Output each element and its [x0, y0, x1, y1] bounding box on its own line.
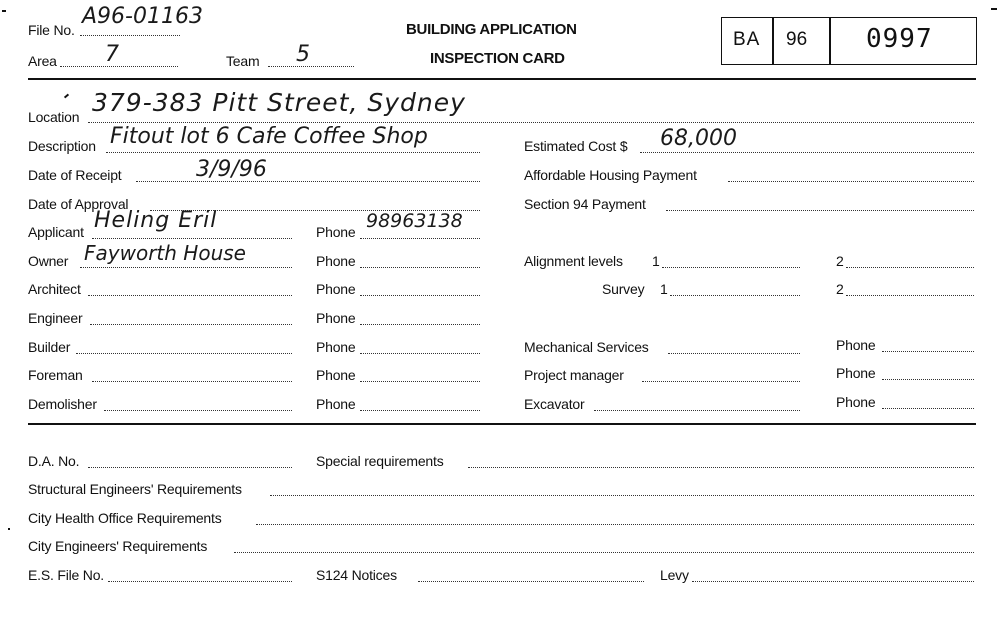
file-no-line: [80, 35, 180, 36]
ba-box-divider: [829, 18, 831, 64]
builder-label: Builder: [28, 339, 71, 355]
foreman-phone-label: Phone: [316, 367, 356, 383]
engineer-phone-label: Phone: [316, 310, 356, 326]
owner-line: [80, 267, 292, 268]
engineer-line: [90, 324, 292, 325]
location-label: Location: [28, 109, 80, 125]
demolisher-phone-label: Phone: [316, 396, 356, 412]
team-value: 5: [296, 42, 310, 67]
project-manager-label: Project manager: [524, 367, 624, 383]
estimated-cost-label: Estimated Cost $: [524, 138, 628, 154]
area-line: [60, 66, 178, 67]
excavator-label: Excavator: [524, 396, 585, 412]
owner-phone-label: Phone: [316, 253, 356, 269]
affordable-housing-label: Affordable Housing Payment: [524, 167, 697, 183]
mechanical-phone-line: [882, 351, 974, 352]
team-label: Team: [226, 53, 260, 69]
estimated-cost-line: [640, 152, 974, 153]
survey-1-line: [670, 295, 800, 296]
city-health-label: City Health Office Requirements: [28, 510, 222, 526]
es-file-no-label: E.S. File No.: [28, 567, 104, 583]
date-receipt-value: 3/9/96: [196, 157, 267, 182]
survey-2-label: 2: [836, 281, 844, 297]
special-requirements-line: [468, 467, 974, 468]
special-requirements-label: Special requirements: [316, 453, 444, 469]
architect-line: [88, 295, 292, 296]
city-engineers-label: City Engineers' Requirements: [28, 538, 208, 554]
foreman-label: Foreman: [28, 367, 83, 383]
card-title-line2: INSPECTION CARD: [430, 50, 565, 67]
applicant-phone-value: 98963138: [366, 210, 463, 232]
section-divider: [28, 423, 976, 425]
da-no-line: [88, 467, 292, 468]
date-receipt-label: Date of Receipt: [28, 167, 122, 183]
location-line: [88, 122, 974, 123]
owner-value: Fayworth House: [84, 241, 246, 265]
engineer-label: Engineer: [28, 310, 83, 326]
description-line: [106, 152, 480, 153]
s124-notices-line: [418, 581, 644, 582]
card-title-line1: BUILDING APPLICATION: [406, 21, 577, 38]
section94-line: [666, 210, 974, 211]
description-value: Fitout lot 6 Cafe Coffee Shop: [110, 124, 428, 149]
builder-phone-line: [360, 353, 480, 354]
excavator-line: [594, 410, 800, 411]
survey-label: Survey: [602, 281, 645, 297]
owner-phone-line: [360, 267, 480, 268]
es-file-no-line: [108, 581, 292, 582]
scan-mark: [8, 528, 10, 530]
levy-label: Levy: [660, 567, 689, 583]
date-receipt-line: [136, 181, 480, 182]
excavator-phone-line: [882, 408, 974, 409]
da-no-label: D.A. No.: [28, 453, 80, 469]
architect-label: Architect: [28, 281, 81, 297]
team-line: [268, 66, 354, 67]
applicant-line: [92, 238, 292, 239]
scan-mark: [64, 94, 69, 99]
builder-line: [76, 353, 292, 354]
location-value: 379-383 Pitt Street, Sydney: [92, 88, 466, 117]
mechanical-label: Mechanical Services: [524, 339, 649, 355]
city-engineers-line: [234, 552, 974, 553]
survey-1-label: 1: [660, 281, 668, 297]
description-label: Description: [28, 138, 96, 154]
estimated-cost-value: 68,000: [660, 126, 737, 151]
applicant-value: Heling Eril: [94, 208, 218, 233]
ba-box-divider: [772, 18, 774, 64]
survey-2-line: [846, 295, 974, 296]
scan-mark: [991, 8, 997, 10]
area-value: 7: [105, 42, 119, 67]
architect-phone-line: [360, 295, 480, 296]
ba-prefix: BA: [733, 29, 761, 50]
builder-phone-label: Phone: [316, 339, 356, 355]
applicant-phone-line: [360, 238, 480, 239]
applicant-label: Applicant: [28, 224, 84, 240]
section94-label: Section 94 Payment: [524, 196, 646, 212]
alignment-2-label: 2: [836, 253, 844, 269]
demolisher-line: [104, 410, 292, 411]
foreman-line: [92, 381, 292, 382]
project-manager-phone-line: [882, 379, 974, 380]
structural-engineers-label: Structural Engineers' Requirements: [28, 481, 242, 497]
ba-number: 0997: [866, 24, 933, 54]
levy-line: [692, 581, 974, 582]
city-health-line: [256, 524, 974, 525]
demolisher-label: Demolisher: [28, 396, 97, 412]
file-no-value: A96-01163: [82, 4, 203, 29]
mechanical-phone-label: Phone: [836, 337, 876, 353]
owner-label: Owner: [28, 253, 69, 269]
applicant-phone-label: Phone: [316, 224, 356, 240]
architect-phone-label: Phone: [316, 281, 356, 297]
area-label: Area: [28, 53, 57, 69]
header-divider: [28, 78, 976, 80]
alignment-label: Alignment levels: [524, 253, 623, 269]
project-manager-phone-label: Phone: [836, 365, 876, 381]
scan-mark: [2, 10, 6, 12]
alignment-2-line: [846, 267, 974, 268]
project-manager-line: [642, 381, 800, 382]
mechanical-line: [668, 353, 800, 354]
excavator-phone-label: Phone: [836, 394, 876, 410]
alignment-1-label: 1: [652, 253, 660, 269]
s124-notices-label: S124 Notices: [316, 567, 397, 583]
alignment-1-line: [662, 267, 800, 268]
foreman-phone-line: [360, 381, 480, 382]
date-approval-label: Date of Approval: [28, 196, 129, 212]
affordable-housing-line: [728, 181, 974, 182]
structural-engineers-line: [270, 495, 974, 496]
file-no-label: File No.: [28, 22, 75, 38]
ba-year: 96: [786, 29, 808, 50]
engineer-phone-line: [360, 324, 480, 325]
demolisher-phone-line: [360, 410, 480, 411]
